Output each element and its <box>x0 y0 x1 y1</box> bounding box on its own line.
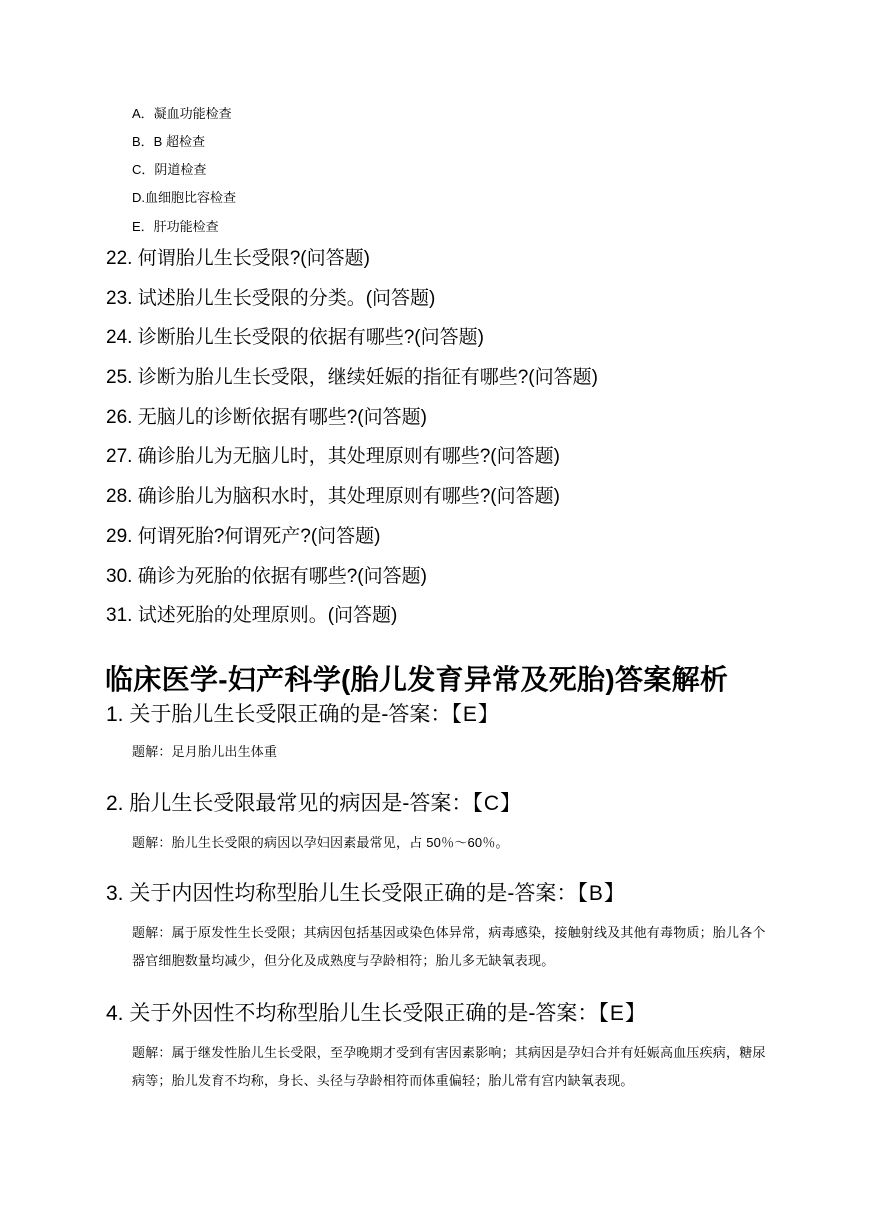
answer-item-3 <box>106 880 626 908</box>
option-a: A．凝血功能检查 <box>132 106 232 121</box>
question-30: 30. 确诊为死胎的依据有哪些?(问答题) <box>106 566 427 587</box>
option-b: B．B 超检查 <box>132 134 205 149</box>
answer-explanation: 题解：胎儿生长受限的病因以孕妇因素最常见，占 50％～60％。 <box>132 835 509 850</box>
answer-item-2 <box>106 790 522 818</box>
option-e: E．肝功能检查 <box>132 219 219 234</box>
option-d: D.血细胞比容检查 <box>132 190 237 205</box>
answer-question: 2. 胎儿生长受限最常见的病因是-答案： <box>106 792 473 815</box>
answer-explanation: 题解：属于继发性胎儿生长受限，至孕晚期才受到有害因素影响；其病因是孕妇合并有妊娠高血压疾病，糖尿病等；胎儿发育不均称，身长、头径与孕龄相符而体重偏轻；胎儿常有宫内缺氧表现。 <box>132 1045 766 1088</box>
question-31: 31. 试述死胎的处理原则。(问答题) <box>106 605 398 626</box>
answer-key: 【B】 <box>577 882 626 905</box>
question-28: 28. 确诊胎儿为脑积水时，其处理原则有哪些?(问答题) <box>106 486 560 507</box>
answer-question: 1. 关于胎儿生长受限正确的是-答案： <box>106 703 452 726</box>
answer-key: 【E】 <box>598 1002 647 1025</box>
question-29: 29. 何谓死胎?何谓死产?(问答题) <box>106 526 381 547</box>
answer-question: 3. 关于内因性均称型胎儿生长受限正确的是-答案： <box>106 882 578 905</box>
question-27: 27. 确诊胎儿为无脑儿时，其处理原则有哪些?(问答题) <box>106 446 560 467</box>
answer-explanation: 题解：属于原发性生长受限；其病因包括基因或染色体异常，病毒感染，接触射线及其他有毒物质；胎儿各个器官细胞数量均减少，但分化及成熟度与孕龄相符；胎儿多无缺氧表现。 <box>132 925 766 968</box>
question-26: 26. 无脑儿的诊断依据有哪些?(问答题) <box>106 407 427 428</box>
answer-explanation: 题解：足月胎儿出生体重 <box>132 744 278 759</box>
question-23: 23. 试述胎儿生长受限的分类。(问答题) <box>106 288 436 309</box>
question-24: 24. 诊断胎儿生长受限的依据有哪些?(问答题) <box>106 327 484 348</box>
answer-item-1 <box>106 701 500 729</box>
answer-section-title: 临床医学-妇产科学(胎儿发育异常及死胎)答案解析 <box>105 664 729 695</box>
answer-key: 【E】 <box>451 703 500 726</box>
option-c: C．阴道检查 <box>132 162 207 177</box>
question-25: 25. 诊断为胎儿生长受限，继续妊娠的指征有哪些?(问答题) <box>106 367 598 388</box>
answer-key: 【C】 <box>472 792 523 815</box>
answer-item-4 <box>106 1000 647 1028</box>
question-22: 22. 何谓胎儿生长受限?(问答题) <box>106 248 370 269</box>
answer-question: 4. 关于外因性不均称型胎儿生长受限正确的是-答案： <box>106 1002 599 1025</box>
